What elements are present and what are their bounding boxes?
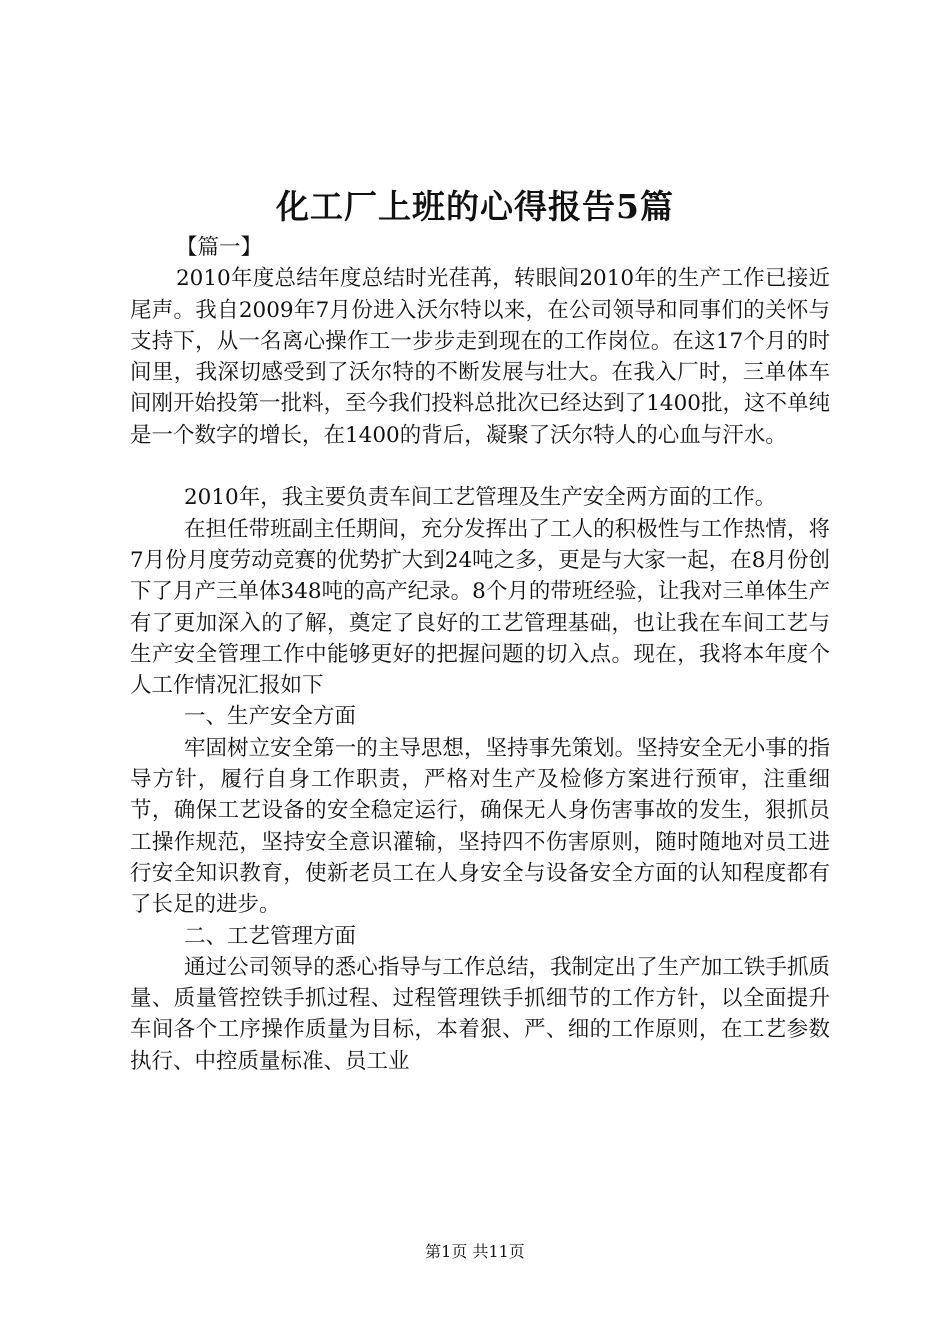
section-label: 【篇一】: [176, 235, 263, 260]
page-footer: 第1页 共11页: [425, 1242, 525, 1261]
paragraph-shift-leader: 在担任带班副主任期间，充分发挥出了工人的积极性与工作热情，将7月份月度劳动竞赛的优势扩大到24吨之多，更是与大家一起，在8月份创下了月产三单体348吨的高产纪录。8个月的带班经验，让我对三单体生产有了更加深入的了解，奠定了良好的工艺管理基础，也让我在车间工艺与生产安全管理工作中能够更好的把握问题的切入点。现在，我将本年度个人工作情况汇报如下: [130, 516, 830, 699]
document-body: [130, 232, 830, 1077]
paragraph-process-management: 通过公司领导的悉心指导与工作总结，我制定出了生产加工铁手抓质量、质量管控铁手抓过程、过程管理铁手抓细节的工作方针，以全面提升车间各个工序操作质量为目标，本着狠、严、细的工作原则，在工艺参数执行、中控质量标准、员工业: [130, 954, 830, 1074]
paragraph-intro: 2010年度总结年度总结时光荏苒，转眼间2010年的生产工作已接近尾声。我自2009年7月份进入沃尔特以来，在公司领导和同事们的关怀与支持下，从一名离心操作工一步步走到现在的工作岗位。在这17个月的时间里，我深切感受到了沃尔特的不断发展与壮大。在我入厂时，三单体车间刚开始投第一批料，至今我们投料总批次已经达到了1400批，这不单纯是一个数字的增长，在1400的背后，凝聚了沃尔特人的心血与汗水。: [130, 266, 830, 448]
blank-line: [130, 451, 830, 482]
paragraph-production-safety: 牢固树立安全第一的主导思想，坚持事先策划。坚持安全无小事的指导方针，履行自身工作职责，严格对生产及检修方案进行预审，注重细节，确保工艺设备的安全稳定运行，确保无人身伤害事故的发生，狠抓员工操作规范，坚持安全意识灌输，坚持四不伤害原则，随时随地对员工进行安全知识教育，使新老员工在人身安全与设备安全方面的认知程度都有了长足的进步。: [130, 735, 830, 918]
document-title: 化工厂上班的心得报告5篇: [276, 187, 674, 226]
heading-process-management: 二、工艺管理方面: [184, 923, 357, 949]
paragraph-responsibility: 2010年，我主要负责车间工艺管理及生产安全两方面的工作。: [184, 485, 777, 511]
heading-production-safety: 一、生产安全方面: [184, 704, 357, 730]
